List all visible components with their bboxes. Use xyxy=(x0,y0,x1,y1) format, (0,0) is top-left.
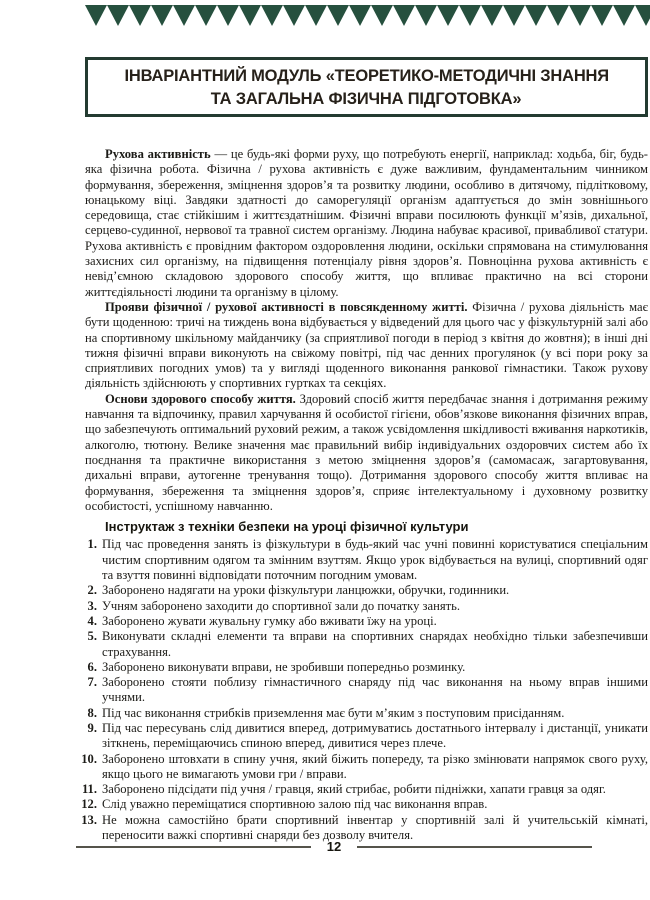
item-number: 8. xyxy=(87,705,97,720)
item-number: 6. xyxy=(87,659,97,674)
list-item xyxy=(77,614,648,629)
item-text: Слід уважно переміщатися спортивною залою під час виконання вправ. xyxy=(102,797,488,812)
list-item xyxy=(77,721,648,752)
list-item xyxy=(77,537,648,583)
body-text xyxy=(81,147,649,843)
item-number: 10. xyxy=(81,751,97,766)
list-item xyxy=(77,629,648,660)
paragraph-lead: Рухова активність xyxy=(105,147,211,161)
list-item xyxy=(77,675,648,706)
item-text: Заборонено надягати на уроки фізкультури ланцюжки, обручки, годинники. xyxy=(102,583,510,598)
item-number: 5. xyxy=(87,629,97,644)
item-text: Виконувати складні елементи та вправи на спортивних снарядах необхідно тільки забезпечивши страхування. xyxy=(102,629,648,659)
module-title-line-1: ІНВАРІАНТНИЙ МОДУЛЬ «ТЕОРЕТИКО-МЕТОДИЧНІ ЗНАННЯ xyxy=(124,66,609,85)
paragraph-text: — це будь-які форми руху, що потребують енергії, наприклад: ходьба, біг, будь-яка фізична робота. Фізична / рухова активність є дуже важливим, фундаментальним чинником формування, збереження, зміцнення здоров’я та розвитку людини, особливо в дитячому, підлітковому, юнацькому віці. Завдяки здатності до саморегуляції організм адаптується до змін зовнішнього середовища, стає стійкішим і життєздатнішим. Фізичні вправи посилюють функції м’язів, дихальної, серцево-судинної, нервової та травної систем організму. Людина набуває красивої, привабливої статури. Рухова активність є провідним фактором оздоровлення людини, оскільки спрямована на стимулювання захисних сил організму, на підвищення потенціалу рівня здоров’я. Повноцінна рухова активність є невід’ємною складовою здорового способу життя, що впливає практично на всі сторони життєдіяльності людини та організму в цілому. xyxy=(85,147,649,299)
paragraph-lead: Прояви фізичної / рухової активності в повсякденному житті. xyxy=(105,299,468,314)
module-title-box xyxy=(85,57,648,117)
item-number: 13. xyxy=(81,812,97,827)
item-number: 3. xyxy=(87,598,97,613)
paragraph-text: Здоровий спосіб життя передбачає знання і дотримання режиму навчання та відпочинку, правил харчування й особистої гігієни, обов’язкове виконання фізичних вправ, що забезпечують оптимальний руховий режим, а також усвідомлення шкідливості вживання наркотиків, алкоголю, тютюну. Велике значення має правильний вибір індивідуальних оздоровчих систем або їх поєднання та практичне використання з метою зміцнення здоров’я (самомасаж, загартовування, дихальні вправи, аутогенне тренування тощо). Дотримання здорового способу життя впливає на формування, збереження та зміцнення здоров’я, сприяє інтелектуальному і духовному розвитку особистості, успішному навчанню. xyxy=(85,391,648,513)
safety-heading: Інструктаж з техніки безпеки на уроці фізичної культури xyxy=(105,519,469,535)
list-item xyxy=(77,797,648,812)
item-text: Заборонено виконувати вправи, не зробивши попередньо розминку. xyxy=(102,659,466,674)
item-text: Не можна самостійно брати спортивний інвентар у спортивній залі й учительській кімнаті, переносити важкі спортивні снаряди без дозволу вчителя. xyxy=(102,812,648,843)
item-text: Учням заборонено заходити до спортивної зали до початку занять. xyxy=(102,598,461,613)
item-number: 1. xyxy=(87,537,97,552)
list-item xyxy=(77,660,648,675)
footer-rule-left xyxy=(76,846,311,848)
list-item xyxy=(77,782,648,797)
item-number: 11. xyxy=(81,782,97,797)
page-number: 12 xyxy=(326,839,342,854)
list-item xyxy=(77,706,648,721)
footer-rule-right xyxy=(357,846,592,848)
item-number: 4. xyxy=(87,613,97,628)
item-text: Під час проведення занять із фізкультури в будь-який час учні повинні користуватися спеціальним чистим спортивним одягом та змінним взуттям. Якщо урок відбувається на вулиці, спортивний одяг та взуття повинні відповідати поточним погодним умовам. xyxy=(102,537,648,583)
paragraph-healthy-lifestyle xyxy=(85,392,648,514)
item-number: 12. xyxy=(81,797,97,812)
module-title-line-2: ТА ЗАГАЛЬНА ФІЗИЧНА ПІДГОТОВКА» xyxy=(211,89,522,108)
paragraph-motor-activity xyxy=(85,147,648,300)
list-item xyxy=(77,599,648,614)
item-text: Заборонено підсідати під учня / гравця, який стрибає, робити підніжки, хапати гравця за одяг. xyxy=(102,782,606,797)
item-text: Заборонено штовхати в спину учня, який біжить попереду, та різко змінювати напрямок свого руху, якщо цього не вимагають умови гри / вправи. xyxy=(102,751,648,781)
paragraph-daily-activity xyxy=(85,300,648,392)
safety-list xyxy=(77,537,648,843)
item-number: 7. xyxy=(87,675,97,690)
page-footer xyxy=(76,839,592,854)
item-text: Заборонено жувати жувальну гумку або вживати їжу на уроці. xyxy=(102,613,437,628)
list-item xyxy=(77,583,648,598)
item-text: Під час виконання стрибків приземлення має бути м’яким з поступовим присіданням. xyxy=(102,705,565,720)
paragraph-text: Фізична / рухова діяльність має бути щоденною: тричі на тиждень вона відбувається у відведений для цього час у фізкультурній залі або на спортивному шкільному майданчику (за сприятливої погоди в період з квітня до жовтня); в інші дні тижня фізичні вправи виконують на свіжому повітрі, під час денних прогулянок (у всі пори року за сприятливих погодних умов) та у вигляді щоденного виконання ранкової гімнастики. Також рухову діяльність здійснюють у спортивних гуртках та секціях. xyxy=(85,299,648,391)
zigzag-border-icon xyxy=(85,5,650,28)
paragraph-lead: Основи здорового способу життя. xyxy=(105,391,296,406)
item-text: Під час пересувань слід дивитися вперед, дотримуватись достатнього інтервалу і дистанції, уникати зіткнень, переміщаючись спиною вперед, дивитися через плече. xyxy=(102,720,648,751)
item-number: 9. xyxy=(87,720,97,735)
list-item xyxy=(77,752,648,783)
item-text: Заборонено стояти поблизу гімнастичного снаряду під час виконання на ньому вправ іншими учнями. xyxy=(102,675,648,705)
item-number: 2. xyxy=(87,583,97,598)
